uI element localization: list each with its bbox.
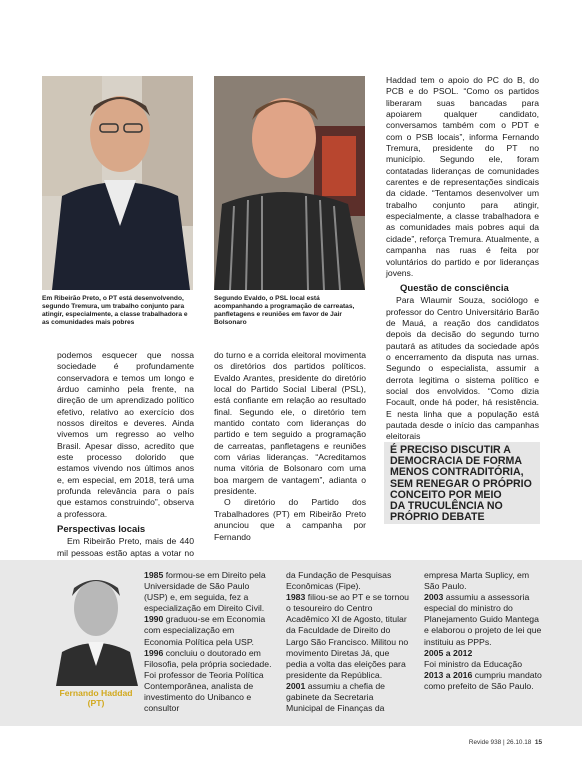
article-paragraph: Haddad tem o apoio do PC do B, do PCB e do PSOL. “Como os partidos liberaram suas bancadas para apoiarem qualquer candidato, conversamos também com o PDT e com o PSB locais”, informa Fernando Tremura, presidente do PT no município. Segundo ele, foram contatadas lideranças de comunidades carentes e de representações sindicais da cidade. “Tentamos desenvolver um trabalho conjunto para atingir, especialmente, a classe trabalhadora e as comunidades mais pobres aqui da cidade”, reforça Tremura. Atualmente, a campanha nas ruas é feita por voluntários do partido e por lideranças jovens. [386, 75, 539, 278]
bio-year: 2005 a 2012 [424, 647, 473, 658]
pull-quote-line: SEM RENEGAR O PRÓPRIO [390, 477, 532, 490]
bio-year: 2013 a 2016 [424, 669, 473, 680]
article-paragraph: Para Wlaumir Souza, sociólogo e professor do Centro Universitário Barão de Mauá, a reação dos candidatos depois da decisão do segundo turno pautará as atitudes da sociedade após o encerramento da disputa nas urnas. Segundo o especialista, assumir a derrota legitima o sistema político e social dos envolvidos. “Como dizia Focault, onde há poder, há resistência. E nesta linha que a população está pautada desde o início das campanhas eleitorais [386, 295, 539, 442]
bio-text: formou-se em Direito pela Universidade de São Paulo (USP) e, em seguida, fez a especialização em Direito Civil. [144, 570, 266, 614]
pull-quote-line: MENOS CONTRADITÓRIA, [390, 466, 524, 479]
bio-person-name [54, 688, 138, 708]
bio-text: filiou-se ao PT e se tornou o tesoureiro do Centro Acadêmico XI de Agosto, titular da Faculdade de Direito do Largo São Francisco. Militou no movimento Diretas Já, que pedia a volta das eleições para presidente da República. [286, 592, 409, 680]
pull-quote-line: DA TRUCULÊNCIA NO [390, 500, 503, 513]
bio-column-1 [144, 570, 272, 714]
article-column-2 [214, 350, 366, 543]
bio-column-2 [286, 570, 412, 714]
photo-fernando-tremura [42, 76, 193, 290]
pull-quote-line: É PRECISO DISCUTIR A [390, 444, 511, 456]
article-paragraph: Em Ribeirão Preto, mais de 440 mil pessoas estão aptas a votar no [57, 536, 194, 558]
bio-year: 1996 [144, 647, 164, 658]
article-column-1 [57, 350, 194, 570]
page-number: 15 [534, 739, 542, 746]
magazine-issue: Revide 938 [468, 739, 502, 746]
article-paragraph: O diretório do Partido dos Trabalhadores (PT) em Ribeirão Preto anunciou que a campanha por Fernando [214, 497, 366, 542]
bio-text: empresa Marta Suplicy, em São Paulo. [424, 570, 530, 592]
article-paragraph: do turno e a corrida eleitoral movimenta os diretórios dos partidos políticos. Evaldo Arantes, presidente do diretório local do Partido Social Liberal (PSL), está confiante em relação ao resultado final. Segundo ele, o diretório tem mantido contato com lideranças do partido e tem seguido a programação de carreatas, panfletagens e reuniões com várias lideranças. “Acreditamos numa vitória de Bolsonaro com uma boa margem de vantagem”, adianta o presidente. [214, 350, 366, 497]
bio-text: assumiu a chefia de gabinete da Secretaria Municipal de Finanças da [286, 680, 386, 714]
pull-quote [384, 442, 540, 524]
pull-quote-line: PRÓPRIO DEBATE [390, 511, 485, 524]
section-heading-perspectivas: Perspectivas locais [57, 524, 146, 536]
bio-name-line: Fernando Haddad [59, 688, 133, 698]
pull-quote-line: CONCEITO POR MEIO [390, 488, 502, 501]
photo-fernando-haddad [56, 566, 138, 686]
bio-column-3 [424, 570, 546, 692]
bio-year: 1990 [144, 614, 164, 625]
bio-year: 1983 [286, 592, 306, 603]
bio-year: 1985 [144, 570, 164, 580]
section-heading-questao: Questão de consciência [400, 283, 509, 295]
pull-quote-line: DEMOCRACIA DE FORMA [390, 455, 523, 468]
bio-text: Foi ministro da Educação [424, 658, 523, 669]
issue-date: 26.10.18 [506, 739, 532, 746]
photo-caption-right: Segundo Evaldo, o PSL local está acompanhando a programação de carreatas, panfletagens e reuniões em favor de Jair Bolsonaro [214, 295, 355, 326]
bio-text: concluiu o doutorado em Filosofia, pela própria sociedade. Foi professor de Teoria Política Contemporânea, analista de investimento do Unibanco e consultor [144, 647, 272, 714]
bio-text: graduou-se em Economia com especialização em Economia Política pela USP. [144, 614, 266, 647]
page-footer: Revide 938 | 26.10.18 15 [468, 739, 542, 746]
bio-party: (PT) [87, 698, 105, 708]
bio-year: 2003 [424, 592, 444, 603]
article-paragraph: podemos esquecer que nossa sociedade é profundamente conservadora e temos um longo e árduo caminho pela frente, na direção de um aprendizado político efetivo, relativo ao exercício dos nossos direitos e deveres. Ainda vivemos um regresso ao velho Brasil. Apesar disso, acredito que este processo dolorido que estamos vivendo nos últimos anos e, em especial, em 2018, terá uma profunda relevância para o país que estamos construindo”, observa a professora. [57, 350, 194, 519]
photo-evaldo-arantes [214, 76, 365, 290]
bio-text: cumpriu mandato como prefeito de São Paulo. [424, 669, 542, 691]
photo-caption-left: Em Ribeirão Preto, o PT está desenvolvendo, segundo Tremura, um trabalho conjunto para atingir, especialmente, a classe trabalhadora e as comunidades mais pobres [42, 295, 188, 326]
bio-text: da Fundação de Pesquisas Econômicas (Fipe). [286, 570, 392, 592]
bio-year: 2001 [286, 680, 306, 691]
article-column-3 [386, 75, 539, 443]
bio-text: assumiu a assessoria especial do ministro do Planejamento Guido Mantega e elaborou o projeto de lei que instituiu as PPPs. [424, 592, 542, 647]
